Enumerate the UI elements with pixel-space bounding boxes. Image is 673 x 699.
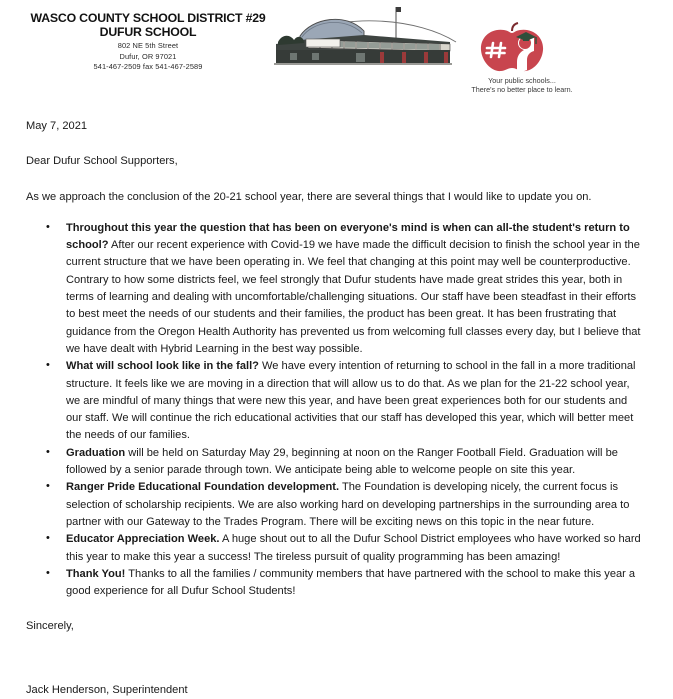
logo-tagline — [452, 76, 592, 94]
list-item — [66, 220, 645, 358]
letter-intro-paragraph: As we approach the conclusion of the 20-21 school year, there are several things that I would like to update you on. — [26, 190, 592, 203]
letter-body — [0, 104, 673, 699]
phone-fax: 541-467-2509 fax 541-467-2589 — [93, 62, 203, 72]
list-item — [66, 479, 645, 531]
bullet-body-text: A huge shout out to all the Dufur School District employees who have worked so hard this year to make this year a success! The tireless pursuit of quality programming has been amazing! — [66, 533, 641, 563]
letter-date: May 7, 2021 — [26, 120, 88, 132]
letterhead-text-block — [28, 11, 268, 72]
apple-logo — [474, 22, 558, 74]
letter-salutation: Dear Dufur School Supporters, — [26, 155, 178, 168]
school-name: DUFUR SCHOOL — [99, 25, 197, 39]
tagline-line-2: There's no better place to learn. — [471, 85, 573, 95]
bullet-lead-text: Educator Appreciation Week. — [66, 533, 220, 546]
bullet-lead-text: Throughout this year the question that has been on everyone's mind is when can all-the student's return to school? — [66, 221, 630, 252]
bullet-body-text: The Foundation is developing nicely, the current focus is selection of scholarship recipients. We are also working hard on developing partnerships in the surrounding area to partner with our Gateway to the Trades Program. There will be exciting news on this topic in the near future. — [66, 481, 630, 528]
school-building-photo — [268, 6, 458, 78]
bullet-body-text: We have every intention of returning to school in the fall in a more traditional structure. It feels like we are moving in a direction that will allow us to do that. As we plan for the 21-22 school year, we are mindful of many things that were new this year, and have been great experiences both for our students and our staff. We will continue the rich educational activities that our staff has developed this year, which will better meet the needs of our families. — [66, 360, 636, 442]
city-state-zip: Dufur, OR 97021 — [119, 51, 177, 61]
bullet-body-text: Thanks to all the families / community members that have partnered with the school to make this year a good experience for all Dufur School Students! — [66, 567, 636, 598]
district-name: WASCO COUNTY SCHOOL DISTRICT #29 — [30, 11, 266, 25]
letter-bullet-list — [0, 220, 659, 601]
bullet-body-text: After our recent experience with Covid-19 we have made the difficult decision to finish the school year in the current structure that we have been operating in. We feel that changing at this point may well be counterproductive. Contrary to how some districts feel, we feel strongly that Dufur students have made great strides this year, both in terms of learning and dealing with uncomfortable/challenging situations. Our staff have been steadfast in their efforts to best meet the needs of our students and their families, the product has been great. It has been frustrating that guidance from the Oregon Health Authority has prevented us from welcoming full classes every day, but I believe that we have dealt with Hybrid Learning in the best way possible. — [66, 239, 641, 355]
bullet-lead-text: Graduation — [66, 446, 126, 459]
letter-signer: Jack Henderson, Superintendent — [26, 683, 188, 696]
bullet-lead-text: Ranger Pride Educational Foundation development. — [66, 481, 340, 494]
list-item — [66, 445, 645, 480]
list-item — [66, 566, 645, 601]
bullet-lead-text: Thank You! — [66, 567, 126, 580]
bullet-lead-text: What will school look like in the fall? — [66, 360, 259, 373]
list-item — [66, 531, 645, 566]
bullet-body-text: will be held on Saturday May 29, beginning at noon on the Ranger Football Field. Graduation will be followed by a senior parade through town. We anticipate being able to welcome people on site this year. — [66, 446, 618, 477]
letterhead — [0, 0, 673, 100]
list-item — [66, 358, 645, 444]
street-address: 802 NE 5th Street — [117, 41, 179, 50]
letter-closing: Sincerely, — [26, 620, 74, 633]
tagline-line-1: Your public schools... — [488, 76, 556, 85]
